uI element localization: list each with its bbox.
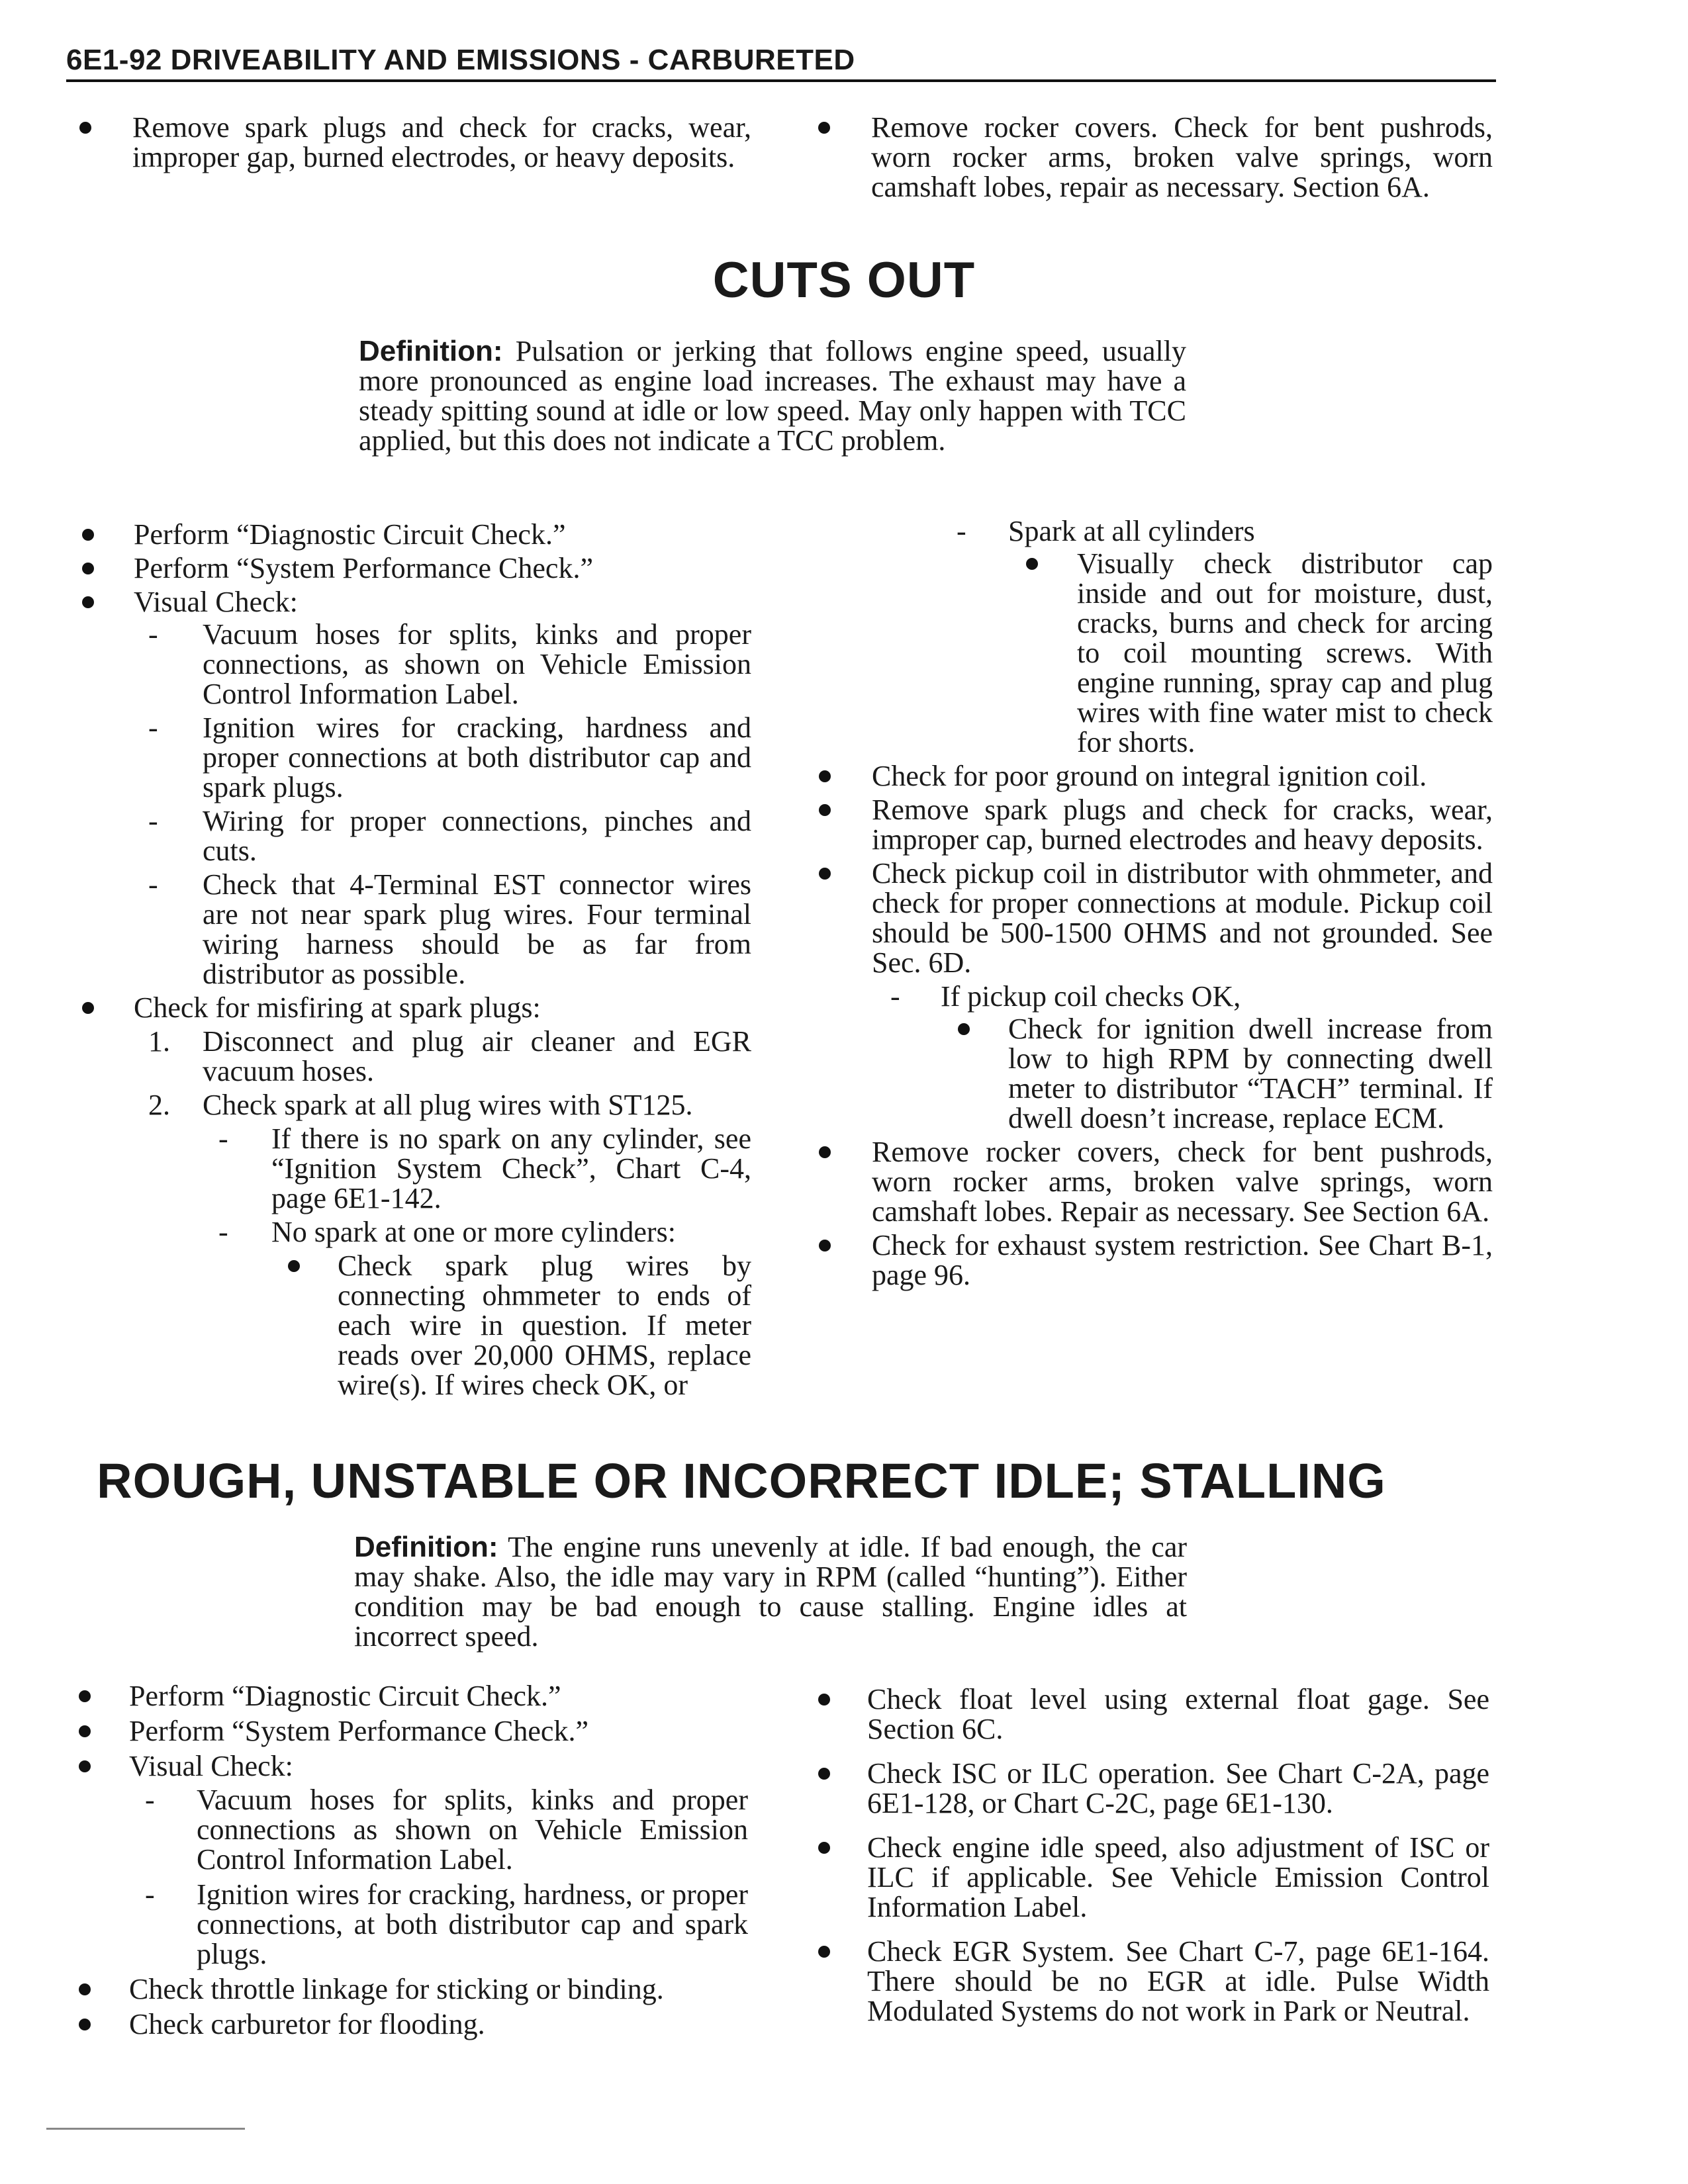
cuts-out-left-column (66, 520, 751, 1405)
bullet-icon (819, 1146, 831, 1158)
bullet-icon (1026, 558, 1038, 570)
step-number: 2. (148, 1089, 170, 1121)
bullet-icon (82, 596, 94, 608)
list-item: - If there is no spark on any cylinder, see “Ignition System Check”, Chart C-4, page 6E1-142. (218, 1122, 751, 1214)
list-item: Check EGR System. See Chart C-7, page 6E1-164. There should be no EGR at idle. Pulse Width Modulated Systems do not work in Park or Neutral. (801, 1936, 1489, 2026)
list-item: Visually check distributor cap inside and out for moisture, dust, cracks, burns and check for arcing to coil mounting screws. With engine running, spray cap and plug wires with fine water mist to check for shorts. (804, 549, 1493, 757)
list-item: Perform “System Performance Check.” (63, 1716, 748, 1746)
list-item: - Vacuum hoses for splits, kinks and proper connections as shown on Vehicle Emission Control Information Label. (145, 1784, 748, 1876)
bullet-icon (818, 1768, 830, 1780)
bullet-icon (819, 804, 831, 816)
list-item: Perform “Diagnostic Circuit Check.” (63, 1681, 748, 1711)
list-item: - Wiring for proper connections, pinches and cuts. (148, 805, 751, 867)
bullet-icon (79, 1983, 91, 1995)
dash-marker: - (148, 868, 158, 901)
dash-marker: - (145, 1878, 155, 1911)
bullet-icon (818, 1946, 830, 1958)
bullet-icon (79, 122, 91, 134)
list-item: Remove spark plugs and check for cracks, wear, improper gap, burned electrodes, or heavy deposits. (66, 113, 751, 172)
list-item: Visual Check: (66, 587, 751, 617)
list-item: Check float level using external float gage. See Section 6C. (801, 1684, 1489, 1744)
definition-label: Definition: (354, 1531, 498, 1563)
footer-rule (46, 2128, 245, 2130)
cuts-out-right-column (804, 516, 1493, 1295)
top-left-column (66, 113, 751, 177)
list-item: Check spark plug wires by connecting ohmmeter to ends of each wire in question. If meter reads over 20,000 OHMS, replace wire(s). If wires check OK, or (66, 1251, 751, 1400)
top-right-column (801, 113, 1493, 207)
rough-idle-right-column (801, 1684, 1489, 2031)
list-item: Check for misfiring at spark plugs: (66, 993, 751, 1023)
list-item: - Ignition wires for cracking, hardness and proper connections at both distributor cap and spark plugs. (148, 711, 751, 803)
bullet-icon (818, 1694, 830, 1706)
bullet-icon (818, 1842, 830, 1854)
bullet-icon (819, 770, 831, 782)
bullet-icon (82, 563, 94, 574)
dash-marker: - (218, 1216, 228, 1248)
list-item: Remove rocker covers, check for bent pushrods, worn rocker arms, broken valve springs, worn camshaft lobes. Repair as necessary. See Section 6A. (804, 1137, 1493, 1226)
list-item: Check ISC or ILC operation. See Chart C-2A, page 6E1-128, or Chart C-2C, page 6E1-130. (801, 1758, 1489, 1818)
bullet-icon (288, 1260, 300, 1272)
list-item: - Spark at all cylinders (957, 515, 1255, 547)
dash-marker: - (218, 1122, 228, 1155)
bullet-icon (819, 868, 831, 880)
bullet-icon (79, 1690, 91, 1702)
dash-marker: - (145, 1784, 155, 1816)
section-heading-cuts-out: CUTS OUT (712, 252, 976, 308)
page-header (66, 41, 1496, 82)
dash-marker: - (148, 618, 158, 651)
rough-idle-left-column (63, 1681, 748, 2044)
list-item: - Vacuum hoses for splits, kinks and proper connections, as shown on Vehicle Emission Control Information Label. (148, 618, 751, 710)
header-rule (66, 79, 1496, 82)
list-item: 1. Disconnect and plug air cleaner and EGR vacuum hoses. (148, 1025, 751, 1087)
definition-cuts-out: Definition: Pulsation or jerking that follows engine speed, usually more pronounced as engine load increases. The exhaust may have a steady spitting sound at idle or low speed. May only happen with TCC applied, but this does not indicate a TCC problem. (359, 335, 1186, 457)
list-item: Check carburetor for flooding. (63, 2009, 748, 2039)
bullet-icon (819, 1240, 831, 1251)
bullet-icon (818, 122, 830, 134)
definition-label: Definition: (359, 335, 503, 367)
bullet-icon (79, 1760, 91, 1772)
dash-marker: - (890, 980, 900, 1013)
dash-marker: - (957, 515, 966, 547)
page-title: 6E1-92 DRIVEABILITY AND EMISSIONS - CARBURETED (66, 44, 855, 76)
list-item: Check engine idle speed, also adjustment of ISC or ILC if applicable. See Vehicle Emission Control Information Label. (801, 1833, 1489, 1922)
step-number: 1. (148, 1025, 170, 1058)
bullet-icon (79, 2019, 91, 2030)
list-item: - No spark at one or more cylinders: (218, 1216, 676, 1248)
section-heading-rough-idle: ROUGH, UNSTABLE OR INCORRECT IDLE; STALLING (97, 1453, 1386, 1508)
list-item: Perform “Diagnostic Circuit Check.” (66, 520, 751, 549)
list-item: - Check that 4-Terminal EST connector wires are not near spark plug wires. Four terminal wiring harness should be as far from distributor as possible. (148, 868, 751, 990)
list-item: Check for ignition dwell increase from low to high RPM by connecting dwell meter to distributor “TACH” terminal. If dwell doesn’t increase, replace ECM. (804, 1014, 1493, 1133)
list-item: Visual Check: (63, 1751, 748, 1781)
dash-marker: - (148, 711, 158, 744)
bullet-icon (79, 1725, 91, 1737)
list-item: Check pickup coil in distributor with ohmmeter, and check for proper connections at module. Pickup coil should be 500-1500 OHMS and not grounded. See Sec. 6D. (804, 858, 1493, 978)
list-item: Remove spark plugs and check for cracks, wear, improper cap, burned electrodes and heavy deposits. (804, 795, 1493, 854)
list-item: - If pickup coil checks OK, (890, 980, 1241, 1013)
list-item: 2. Check spark at all plug wires with ST125. (148, 1089, 693, 1121)
list-item: Perform “System Performance Check.” (66, 553, 751, 583)
dash-marker: - (148, 805, 158, 837)
bullet-icon (82, 1002, 94, 1014)
list-item: Check for exhaust system restriction. See Chart B-1, page 96. (804, 1230, 1493, 1290)
bullet-icon (958, 1023, 970, 1035)
list-item: - Ignition wires for cracking, hardness, or proper connections, at both distributor cap and spark plugs. (145, 1878, 748, 1970)
definition-rough-idle: Definition: The engine runs unevenly at idle. If bad enough, the car may shake. Also, the idle may vary in RPM (called “hunting”). Either condition may be bad enough to cause stalling. Engine idles at incorrect speed. (354, 1531, 1187, 1653)
list-item: Check for poor ground on integral ignition coil. (804, 761, 1493, 791)
list-item: Remove rocker covers. Check for bent pushrods, worn rocker arms, broken valve springs, worn camshaft lobes, repair as necessary. Section 6A. (801, 113, 1493, 202)
bullet-icon (82, 529, 94, 541)
list-item: Check throttle linkage for sticking or binding. (63, 1974, 748, 2004)
